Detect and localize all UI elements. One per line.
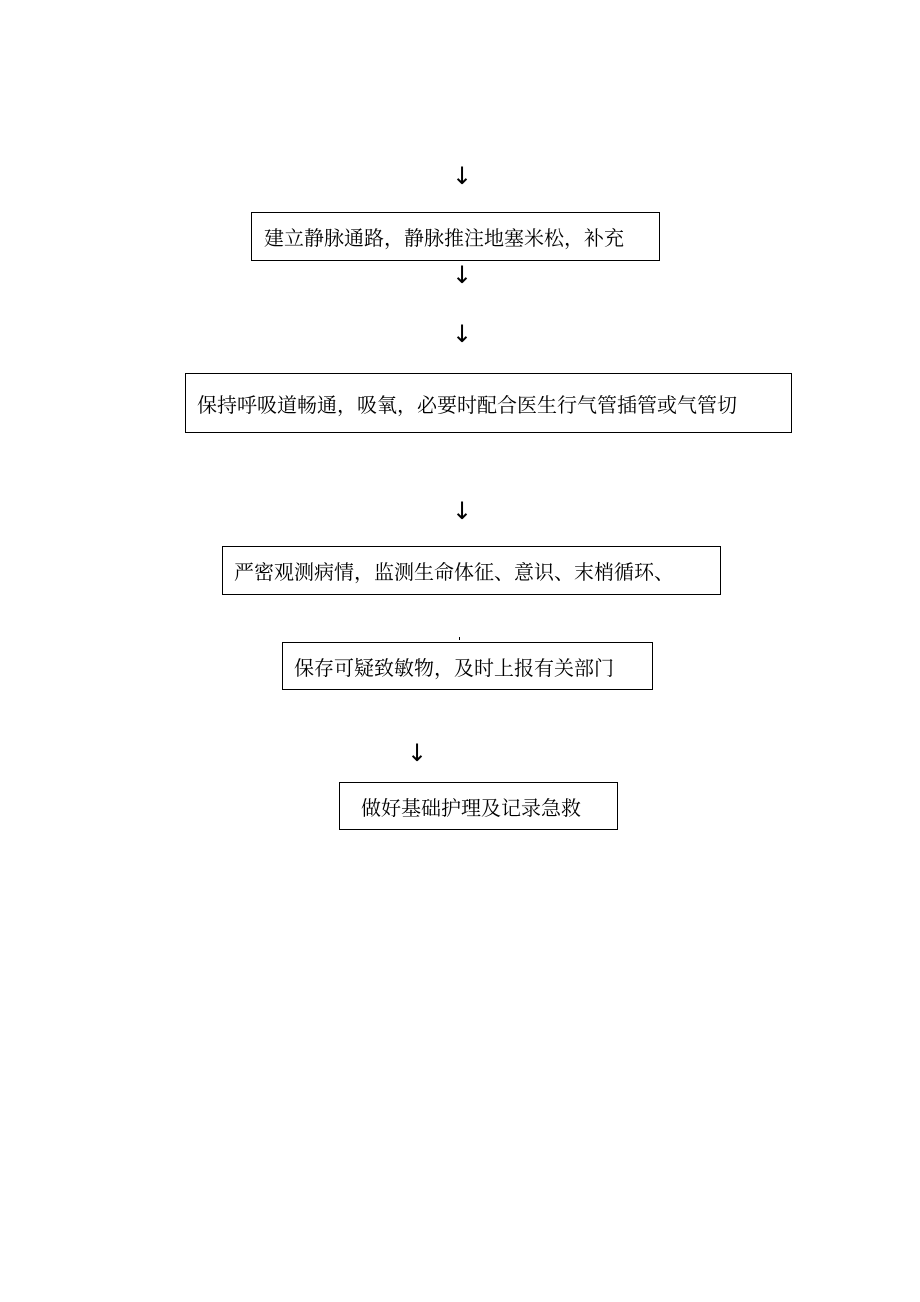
step-box-report-allergen (282, 642, 653, 690)
step-box-monitoring (222, 546, 721, 595)
arrow-down-icon: ↓ (407, 739, 428, 767)
step-box-basic-care (339, 782, 618, 830)
connector-tick (459, 637, 460, 640)
arrow-down-icon: ↓ (452, 320, 473, 348)
step-label: 保存可疑致敏物，及时上报有关部门 (294, 655, 614, 680)
step-label: 做好基础护理及记录急救 (361, 795, 581, 820)
step-label: 保持呼吸道畅通，吸氧，必要时配合医生行气管插管或气管切 (197, 392, 737, 417)
step-label: 严密观测病情，监测生命体征、意识、末梢循环、 (234, 560, 674, 584)
step-label: 建立静脉通路，静脉推注地塞米松，补充 (264, 226, 624, 250)
step-box-airway (185, 373, 792, 433)
step-box-iv-access (251, 212, 660, 261)
arrow-down-icon: ↓ (452, 261, 473, 289)
arrow-down-icon: ↓ (452, 162, 473, 190)
arrow-down-icon: ↓ (452, 497, 473, 525)
